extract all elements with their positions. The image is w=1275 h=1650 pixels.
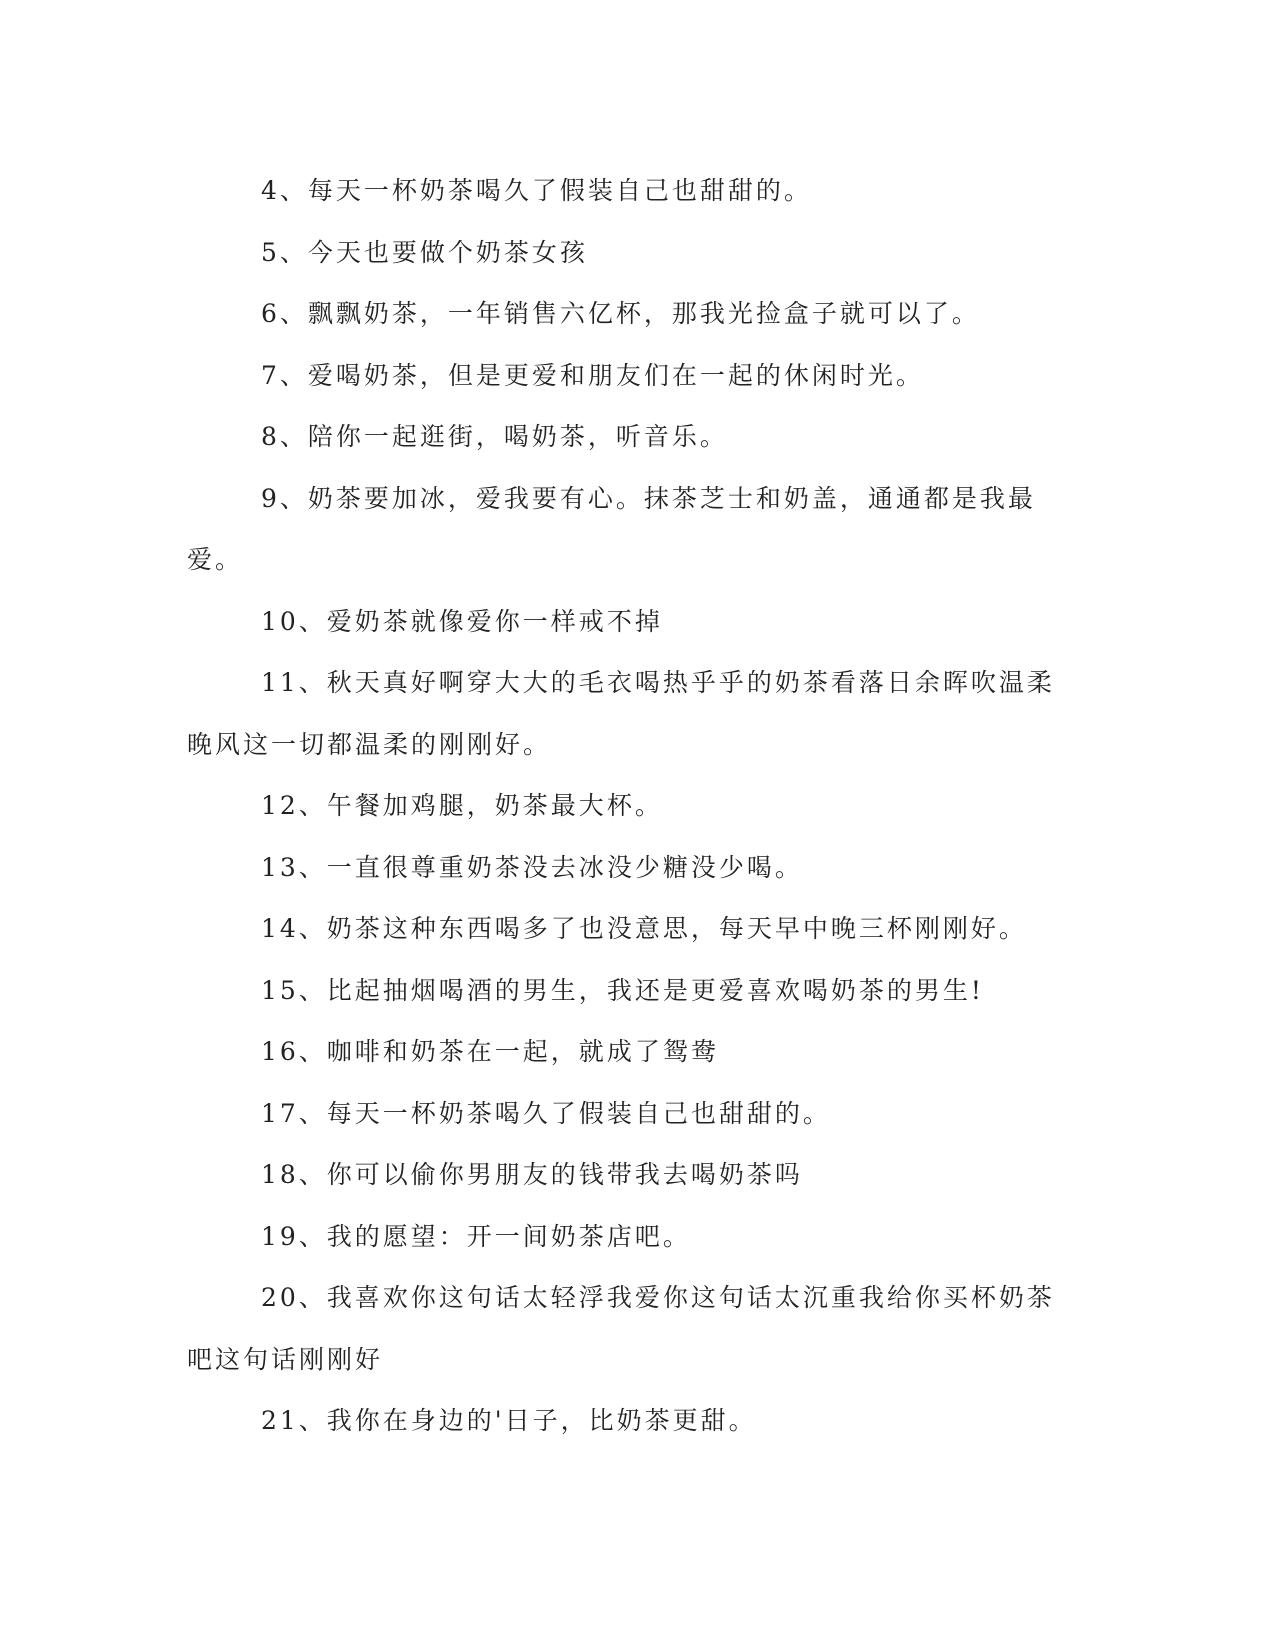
paragraph-11: 11、秋天真好啊穿大大的毛衣喝热乎乎的奶茶看落日余晖吹温柔晚风这一切都温柔的刚刚好。	[187, 668, 1055, 759]
paragraph-21: 21、我你在身边的'日子，比奶茶更甜。	[261, 1406, 757, 1435]
paragraph-13: 13、一直很尊重奶茶没去冰没少糖没少喝。	[261, 852, 803, 882]
paragraph-19: 19、我的愿望：开一间奶茶店吧。	[261, 1221, 691, 1251]
paragraph-10: 10、爱奶茶就像爱你一样戒不掉	[261, 606, 663, 636]
paragraph-12: 12、午餐加鸡腿，奶茶最大杯。	[261, 791, 663, 820]
paragraph-7: 7、爱喝奶茶，但是更爱和朋友们在一起的休闲时光。	[261, 360, 924, 390]
paragraph-15: 15、比起抽烟喝酒的男生，我还是更爱喜欢喝奶茶的男生!	[261, 975, 984, 1005]
paragraph-9: 9、奶茶要加冰，爱我要有心。抹茶芝士和奶盖，通通都是我最爱。	[187, 483, 1036, 574]
paragraph-6: 6、飘飘奶茶，一年销售六亿杯，那我光捡盒子就可以了。	[261, 299, 980, 328]
paragraph-5: 5、今天也要做个奶茶女孩	[261, 237, 588, 267]
paragraph-20: 20、我喜欢你这句话太轻浮我爱你这句话太沉重我给你买杯奶茶吧这句话刚刚好	[187, 1283, 1055, 1374]
paragraph-17: 17、每天一杯奶茶喝久了假装自己也甜甜的。	[261, 1098, 831, 1128]
paragraph-8: 8、陪你一起逛街，喝奶茶，听音乐。	[261, 422, 728, 451]
paragraph-4: 4、每天一杯奶茶喝久了假装自己也甜甜的。	[261, 176, 812, 205]
paragraph-14: 14、奶茶这种东西喝多了也没意思，每天早中晚三杯刚刚好。	[261, 914, 1027, 943]
paragraph-16: 16、咖啡和奶茶在一起，就成了鸳鸯	[261, 1037, 719, 1066]
document-body	[187, 160, 1067, 1452]
paragraph-18: 18、你可以偷你男朋友的钱带我去喝奶茶吗	[261, 1160, 803, 1189]
